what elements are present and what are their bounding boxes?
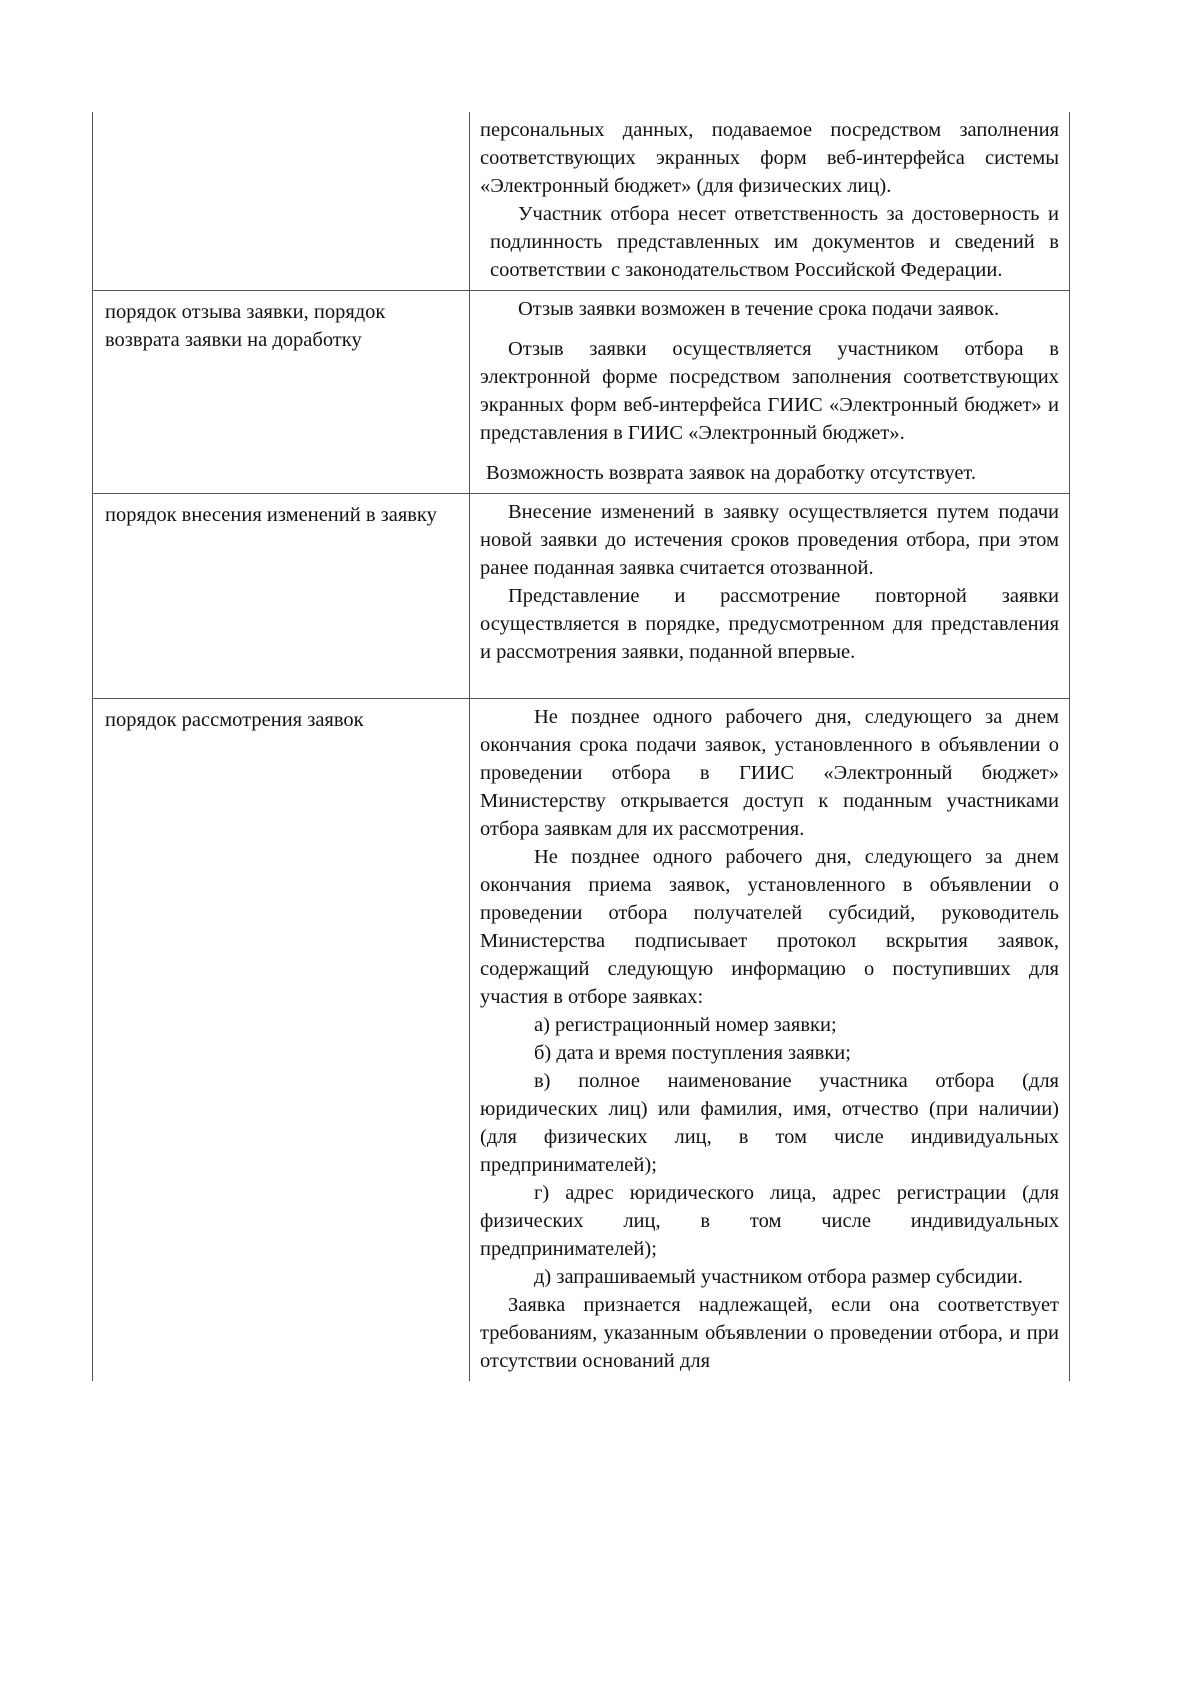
paragraph: Не позднее одного рабочего дня, следующего за днем окончания срока подачи заявок, установленного в объявлении о проведении отбора в ГИИС «Электронный бюджет» Министерству открывается доступ к поданным участниками отбора заявкам для их рассмотрения. <box>480 706 1059 840</box>
list-item: б) дата и время поступления заявки; <box>534 1042 851 1064</box>
row-label-cell <box>93 494 470 699</box>
table-row <box>93 112 1070 291</box>
list-item: в) полное наименование участника отбора (для юридических лиц) или фамилия, имя, отчество (при наличии) (для физических лиц, в том числе индивидуальных предпринимателей); <box>480 1070 1059 1176</box>
selection-procedure-table <box>92 112 1070 1381</box>
paragraph: Представление и рассмотрение повторной заявки осуществляется в порядке, предусмотренном для представления и рассмотрения заявки, поданной впервые. <box>480 585 1059 663</box>
paragraph: Отзыв заявки осуществляется участником отбора в электронной форме посредством заполнения соответствующих экранных форм веб-интерфейса ГИИС «Электронный бюджет» и представления в ГИИС «Электронный бюджет». <box>480 338 1059 444</box>
row-content-cell <box>470 494 1070 699</box>
list-item: д) запрашиваемый участником отбора размер субсидии. <box>534 1266 1023 1288</box>
row-label: порядок рассмотрения заявок <box>105 709 364 731</box>
paragraph: Возможность возврата заявок на доработку отсутствует. <box>486 462 976 484</box>
row-label-cell <box>93 112 470 291</box>
row-label-cell <box>93 291 470 494</box>
paragraph: Не позднее одного рабочего дня, следующего за днем окончания приема заявок, установленного в объявлении о проведении отбора получателей субсидий, руководитель Министерства подписывает протокол вскрытия заявок, содержащий следующую информацию о поступивших для участия в отборе заявках: <box>480 846 1059 1008</box>
paragraph: персональных данных, подаваемое посредством заполнения соответствующих экранных форм веб-интерфейса системы «Электронный бюджет» (для физических лиц). <box>480 119 1059 197</box>
row-content-cell <box>470 291 1070 494</box>
table-row <box>93 291 1070 494</box>
row-label: порядок внесения изменений в заявку <box>105 504 437 526</box>
paragraph: Внесение изменений в заявку осуществляется путем подачи новой заявки до истечения сроков проведения отбора, при этом ранее поданная заявка считается отозванной. <box>480 501 1059 579</box>
paragraph: Заявка признается надлежащей, если она соответствует требованиям, указанным объявлении о проведении отбора, и при отсутствии оснований для <box>480 1294 1059 1372</box>
table-row <box>93 494 1070 699</box>
list-item: а) регистрационный номер заявки; <box>534 1014 837 1036</box>
row-content-cell <box>470 112 1070 291</box>
paragraph: Участник отбора несет ответственность за достоверность и подлинность представленных им документов и сведений в соответствии с законодательством Российской Федерации. <box>490 203 1059 281</box>
row-label: порядок отзыва заявки, порядок возврата заявки на доработку <box>105 301 386 351</box>
table-row <box>93 699 1070 1382</box>
row-content-cell <box>470 699 1070 1382</box>
paragraph: Отзыв заявки возможен в течение срока подачи заявок. <box>518 298 1000 320</box>
list-item: г) адрес юридического лица, адрес регистрации (для физических лиц, в том числе индивидуальных предпринимателей); <box>480 1182 1059 1260</box>
row-label-cell <box>93 699 470 1382</box>
